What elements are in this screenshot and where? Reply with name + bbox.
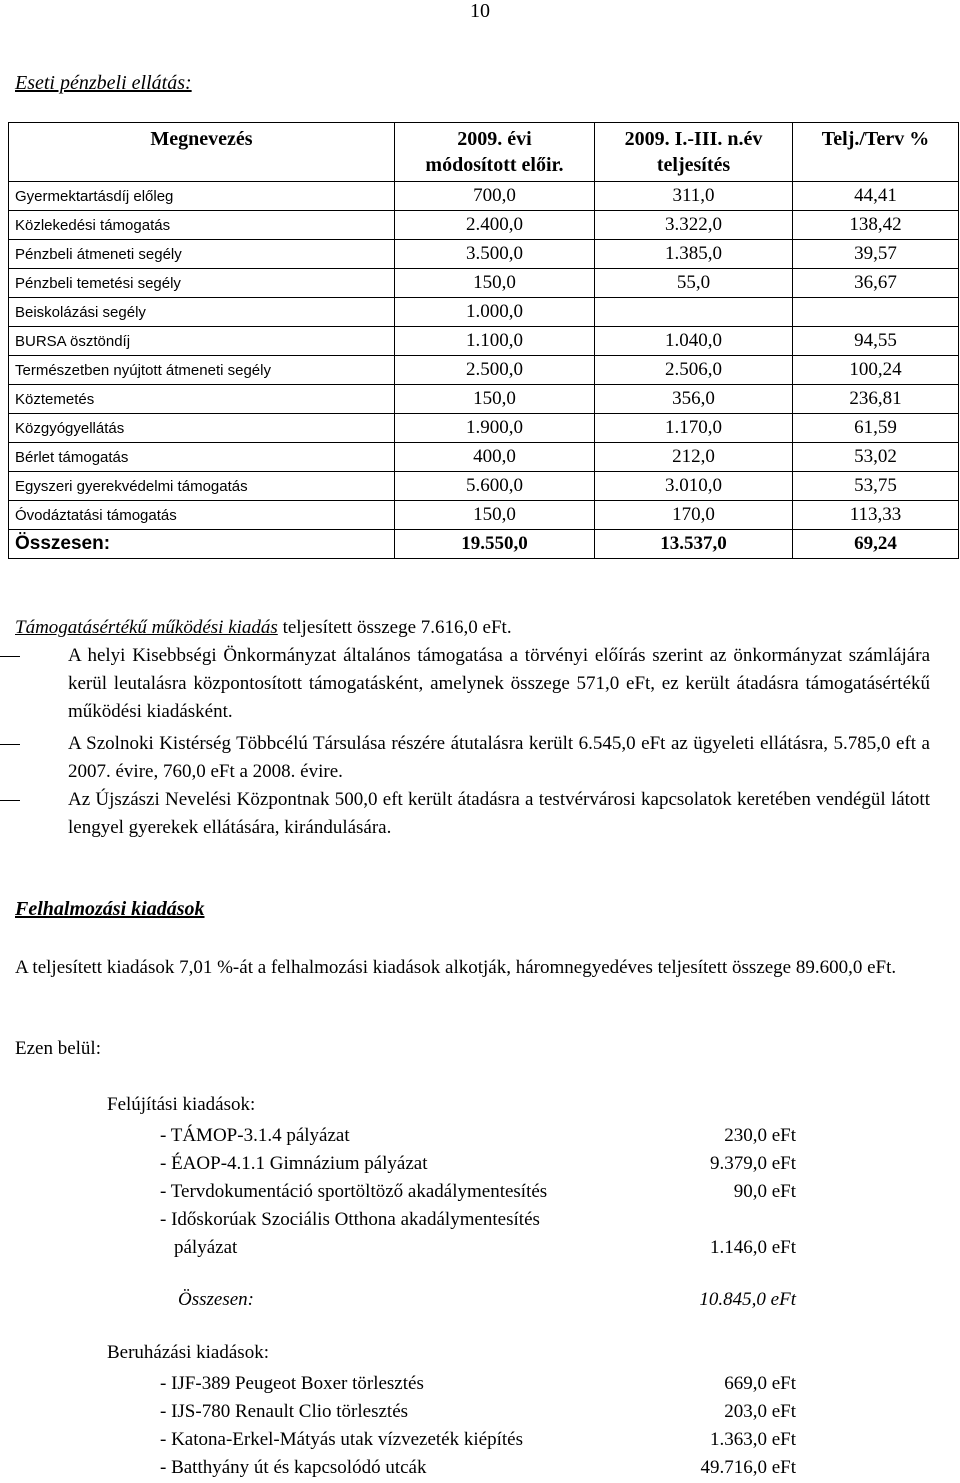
table-row [9, 356, 959, 385]
row-name: Gyermektartásdíj előleg [9, 182, 395, 211]
table-row [9, 240, 959, 269]
row-planned: 1.000,0 [395, 298, 595, 327]
bullet-item [68, 730, 930, 786]
row-name: Beiskolázási segély [9, 298, 395, 327]
row-ratio: 113,33 [793, 501, 959, 530]
renovation-item [160, 1122, 796, 1150]
row-actual: 1.385,0 [595, 240, 793, 269]
support-paragraph [15, 614, 930, 642]
renovation-item-text: - TÁMOP-3.1.4 pályázat [160, 1125, 350, 1146]
row-planned: 150,0 [395, 269, 595, 298]
row-name: Pénzbeli temetési segély [9, 269, 395, 298]
renovation-item-text: - ÉAOP-4.1.1 Gimnázium pályázat [160, 1153, 428, 1174]
table-row [9, 443, 959, 472]
investment-item-text: - IJF-389 Peugeot Boxer törlesztés [160, 1373, 424, 1394]
renovation-item-text: pályázat [174, 1237, 238, 1258]
row-actual [595, 298, 793, 327]
row-ratio: 138,42 [793, 211, 959, 240]
row-planned: 1.100,0 [395, 327, 595, 356]
row-actual: 212,0 [595, 443, 793, 472]
row-ratio: 44,41 [793, 182, 959, 211]
table-row [9, 182, 959, 211]
row-name: Pénzbeli átmeneti segély [9, 240, 395, 269]
row-actual: 3.322,0 [595, 211, 793, 240]
table-row [9, 414, 959, 443]
renovation-item-value: 9.379,0 eFt [709, 1153, 796, 1174]
row-actual: 55,0 [595, 269, 793, 298]
table-total-row [9, 530, 959, 559]
capital-expenses-paragraph: A teljesített kiadások 7,01 %-át a felhalmozási kiadások alkotják, háromnegyedéves teljesített összege 89.600,0 eFt. [15, 957, 897, 978]
renovation-item [160, 1150, 796, 1178]
row-name: Köztemetés [9, 385, 395, 414]
renovation-item [160, 1234, 796, 1262]
row-actual: 311,0 [595, 182, 793, 211]
investment-item-value: 669,0 eFt [724, 1373, 796, 1394]
support-text: teljesített összege 7.616,0 eFt. [277, 617, 512, 638]
investment-item-text: - Batthyány út és kapcsolódó utcák [160, 1457, 427, 1478]
renovation-item-text: - Időskorúak Szociális Otthona akadálymentesítés [160, 1209, 540, 1230]
total-planned: 19.550,0 [395, 530, 595, 559]
row-actual: 356,0 [595, 385, 793, 414]
table-row [9, 501, 959, 530]
row-planned: 1.900,0 [395, 414, 595, 443]
row-name: Közgyógyellátás [9, 414, 395, 443]
row-ratio [793, 298, 959, 327]
row-planned: 150,0 [395, 385, 595, 414]
row-ratio: 39,57 [793, 240, 959, 269]
row-actual: 3.010,0 [595, 472, 793, 501]
header-planned: 2009. évi módosított előir. [395, 123, 595, 182]
table-row [9, 385, 959, 414]
row-planned: 2.400,0 [395, 211, 595, 240]
investment-item [160, 1370, 796, 1398]
investment-item [160, 1454, 796, 1482]
table-row [9, 327, 959, 356]
table-row [9, 472, 959, 501]
bullet-text: A helyi Kisebbségi Önkormányzat általános támogatása a törvényi előírás szerint az önkormányzat számlájára kerül leutalásra központosított támogatásként, amelynek összege 571,0 eFt, ez került átadásra támogatásértékű működési kiadásként. [68, 645, 930, 722]
support-term: Támogatásértékű működési kiadás [15, 617, 278, 638]
table-row [9, 269, 959, 298]
row-name: Óvodáztatási támogatás [9, 501, 395, 530]
row-actual: 170,0 [595, 501, 793, 530]
total-name: Összesen: [9, 530, 395, 559]
renovation-label: Felújítási kiadások: [107, 1094, 256, 1115]
row-name: Bérlet támogatás [9, 443, 395, 472]
row-planned: 2.500,0 [395, 356, 595, 385]
investment-label: Beruházási kiadások: [107, 1342, 269, 1363]
row-ratio: 94,55 [793, 327, 959, 356]
table-header-row [9, 123, 959, 182]
bullet-item [68, 786, 930, 842]
renovation-item-text: - Tervdokumentáció sportöltöző akadálymentesítés [160, 1181, 548, 1202]
section-title-cash-benefits: Eseti pénzbeli ellátás: [15, 72, 192, 94]
row-ratio: 36,67 [793, 269, 959, 298]
investment-item-value: 203,0 eFt [724, 1401, 796, 1422]
table-row [9, 298, 959, 327]
row-actual: 1.170,0 [595, 414, 793, 443]
row-planned: 700,0 [395, 182, 595, 211]
row-actual: 1.040,0 [595, 327, 793, 356]
row-planned: 400,0 [395, 443, 595, 472]
benefits-table [8, 122, 959, 559]
renovation-item [160, 1206, 796, 1234]
renovation-total-label: Összesen: [178, 1289, 254, 1310]
row-ratio: 53,02 [793, 443, 959, 472]
row-ratio: 53,75 [793, 472, 959, 501]
renovation-total-row [160, 1286, 796, 1314]
renovation-item-value: 90,0 eFt [733, 1181, 796, 1202]
total-actual: 13.537,0 [595, 530, 793, 559]
within-label: Ezen belül: [15, 1038, 101, 1059]
renovation-item-value: 1.146,0 eFt [709, 1237, 796, 1258]
row-name: Természetben nyújtott átmeneti segély [9, 356, 395, 385]
header-actual: 2009. I.-III. n.év teljesítés [595, 123, 793, 182]
row-name: Egyszeri gyerekvédelmi támogatás [9, 472, 395, 501]
bullet-text: A Szolnoki Kistérség Többcélú Társulása részére átutalásra került 6.545,0 eFt az ügyeleti ellátásra, 5.785,0 eft a 2007. évire, 760,0 eFt a 2008. évire. [68, 733, 930, 782]
row-name: Közlekedési támogatás [9, 211, 395, 240]
investment-item-value: 1.363,0 eFt [709, 1429, 796, 1450]
row-planned: 150,0 [395, 501, 595, 530]
row-planned: 5.600,0 [395, 472, 595, 501]
investment-item [160, 1426, 796, 1454]
section-heading-capital-expenses: Felhalmozási kiadások [15, 898, 205, 920]
header-name: Megnevezés [9, 123, 395, 182]
renovation-total-value: 10.845,0 eFt [699, 1289, 796, 1310]
row-actual: 2.506,0 [595, 356, 793, 385]
table-row [9, 211, 959, 240]
renovation-item-value: 230,0 eFt [724, 1125, 796, 1146]
row-ratio: 100,24 [793, 356, 959, 385]
header-ratio: Telj./Terv % [793, 123, 959, 182]
row-ratio: 61,59 [793, 414, 959, 443]
investment-item-text: - Katona-Erkel-Mátyás utak vízvezeték kiépítés [160, 1429, 523, 1450]
renovation-item [160, 1178, 796, 1206]
bullet-item [68, 642, 930, 726]
investment-item [160, 1398, 796, 1426]
row-ratio: 236,81 [793, 385, 959, 414]
row-name: BURSA ösztöndíj [9, 327, 395, 356]
row-planned: 3.500,0 [395, 240, 595, 269]
page-number: 10 [470, 0, 490, 22]
investment-item-value: 49.716,0 eFt [700, 1457, 796, 1478]
bullet-text: Az Újszászi Nevelési Központnak 500,0 eft került átadásra a testvérvárosi kapcsolatok keretében vendégül látott lengyel gyerekek ellátására, kirándulására. [68, 789, 930, 838]
total-ratio: 69,24 [793, 530, 959, 559]
investment-item-text: - IJS-780 Renault Clio törlesztés [160, 1401, 409, 1422]
